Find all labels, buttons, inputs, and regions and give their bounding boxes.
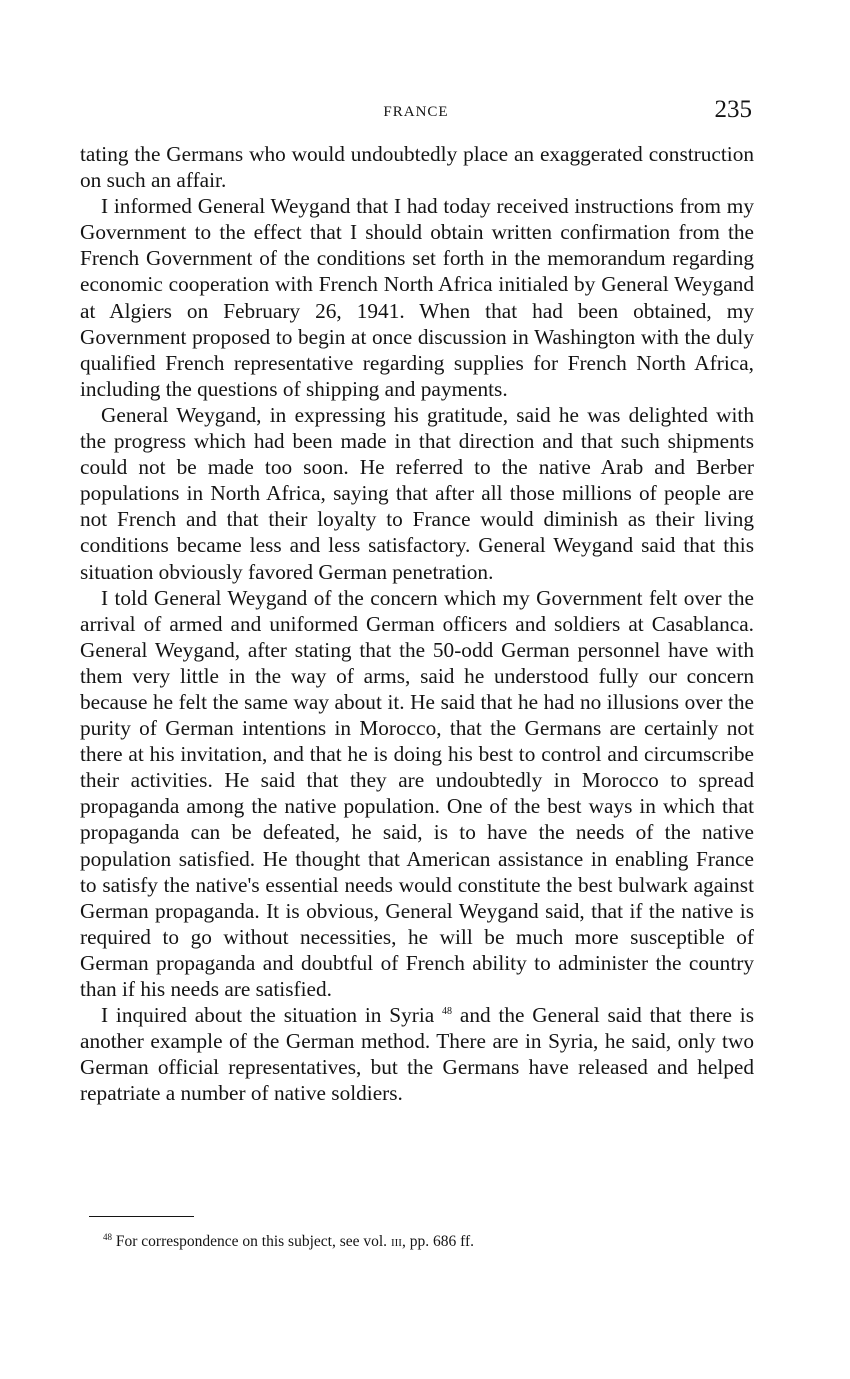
running-head [80,96,752,130]
paragraph: I told General Weygand of the concern which my Government felt over the arrival of armed and uniformed German officers and soldiers at Casablanca. General Weygand, after stating that the 50-odd German personnel have with them very little in the way of arms, said he understood fully our concern because he felt the same way about it. He said that he had no illusions over the purity of German intentions in Morocco, that the Germans are certainly not there at his invitation, and that he is doing his best to control and circumscribe their activities. He said that they are undoubtedly in Morocco to spread propaganda among the native population. One of the best ways in which that propaganda can be defeated, he said, is to have the needs of the native population satisfied. He thought that American assistance in enabling France to satisfy the native's essential needs would constitute the best bulwark against German propaganda. It is obvious, General Weygand said, that if the native is required to go without necessities, he will be much more susceptible of German propaganda and doubtful of French ability to administer the country than if his needs are satisfied. [80,585,754,1001]
paragraph [80,1002,754,1106]
body-text [80,141,754,1106]
footnote-reference: 48 [442,1006,453,1017]
paragraph-text: I inquired about the situation in Syria [101,1003,435,1028]
footnote-divider [89,1216,194,1217]
page-number: 235 [714,96,752,123]
footnote-text: For correspondence on this subject, see vol. [115,1233,391,1250]
paragraph: I informed General Weygand that I had today received instructions from my Government to the effect that I should obtain written confirmation from the French Government of the conditions set forth in the memorandum regarding economic cooperation with French North Africa initialed by General Weygand at Algiers on February 26, 1941. When that had been obtained, my Government proposed to begin at once discussion in Washington with the duly qualified French representative regarding supplies for French North Africa, including the questions of shipping and payments. [80,194,754,401]
footnote-text-end: , pp. 686 ff. [401,1233,474,1250]
paragraph: General Weygand, in expressing his gratitude, said he was delighted with the progress which had been made in that direction and that such shipments could not be made too soon. He referred to the native Arab and Berber populations in North Africa, saying that after all those millions of people are not French and that their loyalty to France would diminish as their living conditions became less and less satisfactory. General Weygand said that this situation obviously favored German penetration. [80,402,754,584]
paragraph-text: and the General said that there is another example of the German method. There are in Syria, he said, only two German official representatives, but the Germans have released and helped repatriate a number of native soldiers. [80,1003,754,1106]
footnote-marker: 48 [103,1231,112,1242]
paragraph-continuation: tating the Germans who would undoubtedly place an exaggerated construction on such an affair. [80,142,754,193]
page-header-title: FRANCE [383,104,449,120]
footnote-volume: iii [390,1233,402,1250]
footnote [103,1232,474,1252]
